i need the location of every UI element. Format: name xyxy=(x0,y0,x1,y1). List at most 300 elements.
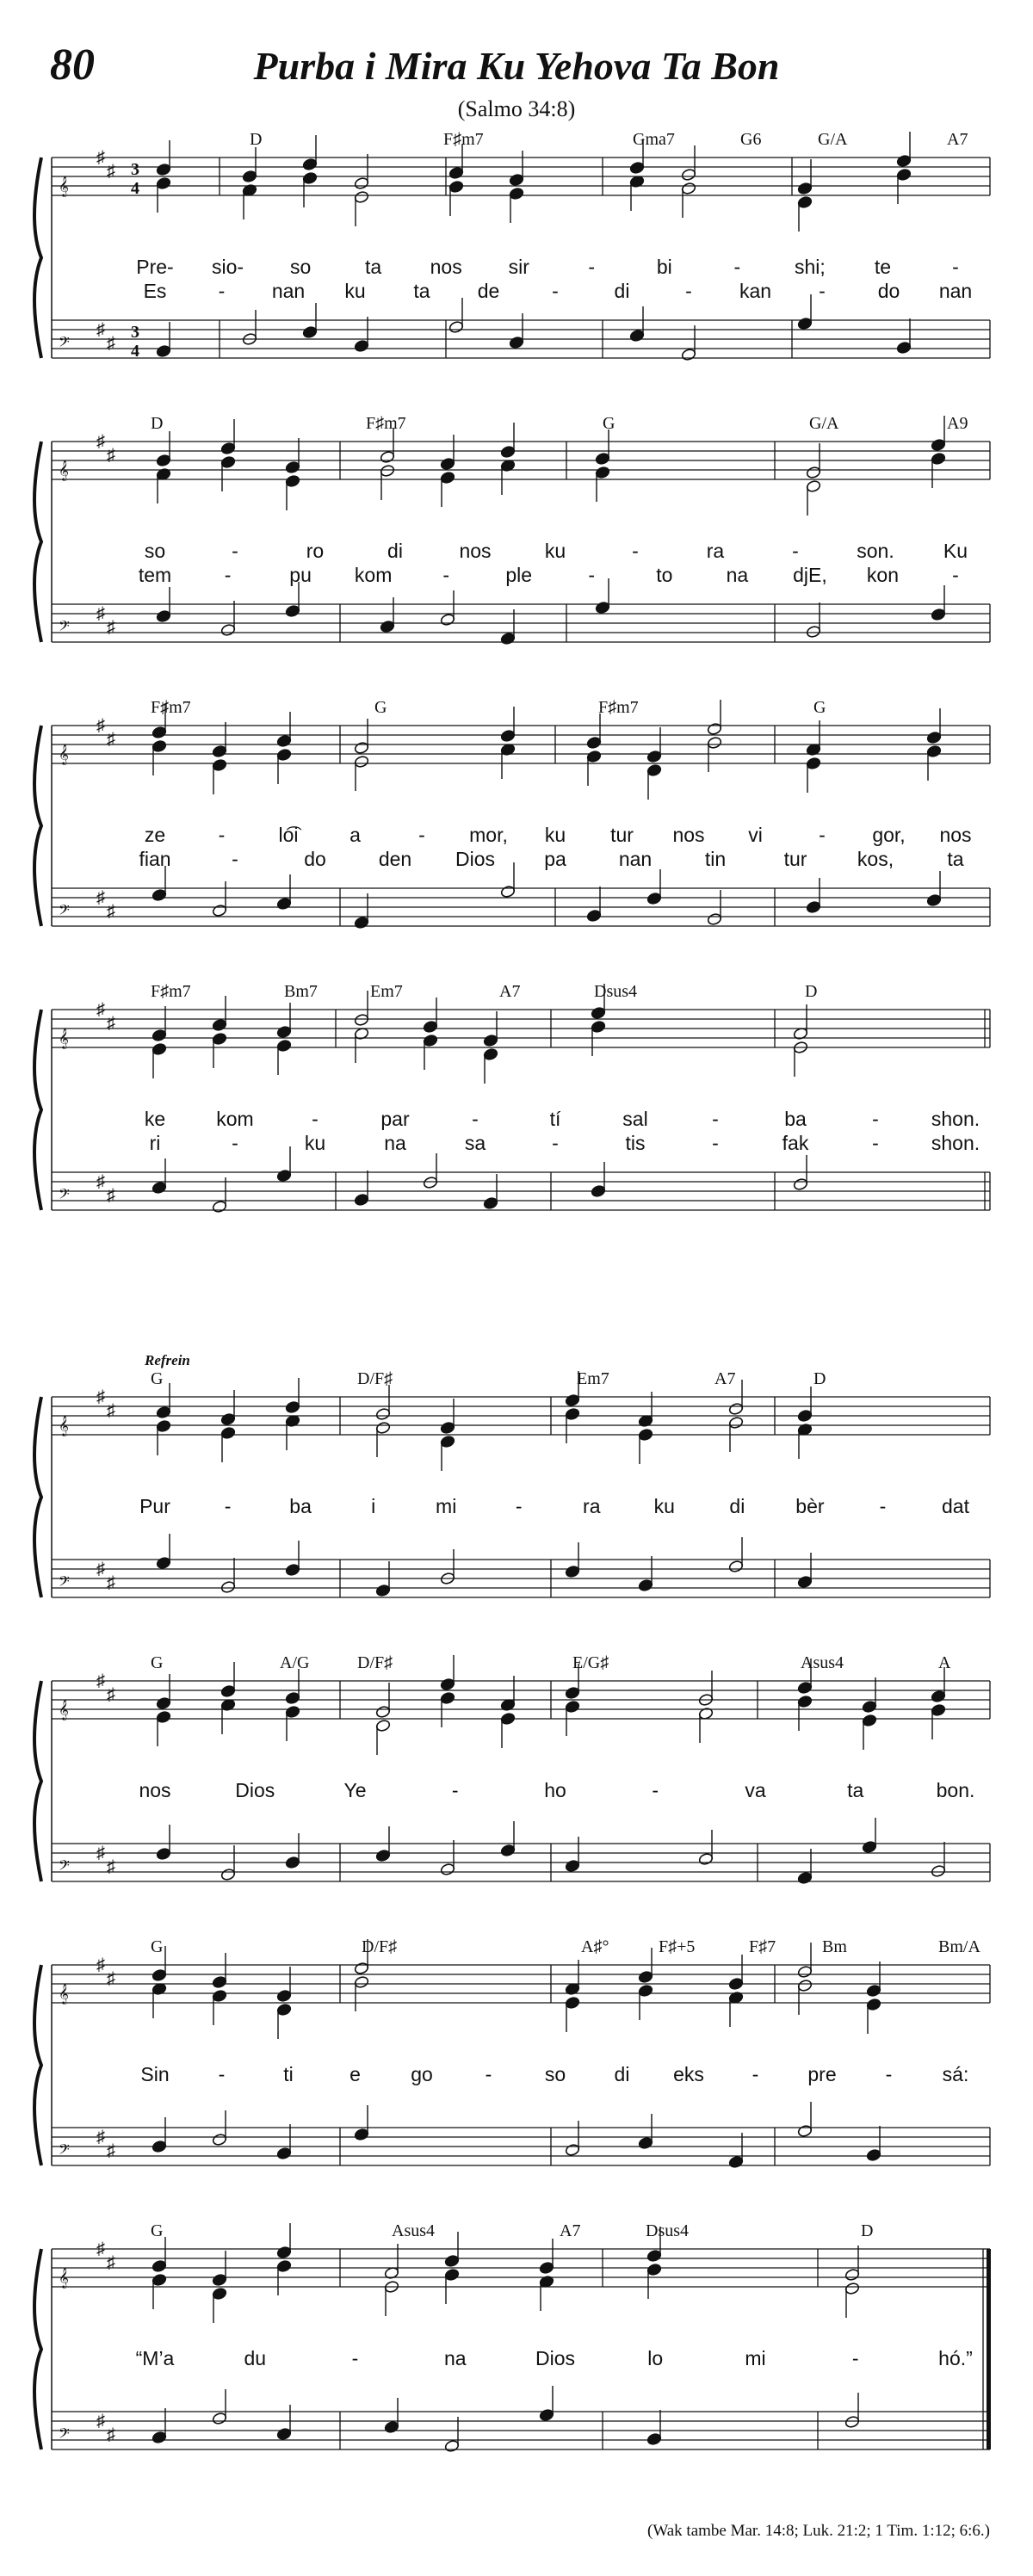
treble-note xyxy=(152,1968,167,1981)
lyric-syllable: - xyxy=(351,2347,359,2369)
bass-note xyxy=(152,1181,167,1194)
lyric-syllable: ke xyxy=(144,1108,166,1130)
alto-note xyxy=(354,190,369,203)
lyric-syllable: ba xyxy=(289,1495,312,1517)
lyric-syllable: tur xyxy=(610,824,634,846)
treble-note xyxy=(500,445,516,458)
chord-symbol: D xyxy=(151,414,164,433)
bass-staff xyxy=(52,1172,990,1210)
lyric-syllable: kon xyxy=(866,564,900,586)
alto-note xyxy=(797,195,813,208)
alto-note xyxy=(440,1691,455,1704)
alto-note xyxy=(448,180,464,193)
lyric-syllable: - xyxy=(872,1132,879,1154)
treble-note xyxy=(565,1393,580,1406)
alto-note xyxy=(152,739,167,752)
alto-note xyxy=(797,1979,813,1992)
lyric-syllable: mi xyxy=(436,1495,457,1517)
lyric-syllable: kan xyxy=(739,280,772,302)
system-5 xyxy=(34,1371,990,1597)
alto-note xyxy=(595,466,610,479)
key-sharp-icon: ♯ xyxy=(96,1955,105,1974)
lyric-syllable: ta xyxy=(947,848,964,870)
chord-symbol: D xyxy=(805,982,818,1001)
bass-note xyxy=(354,916,369,929)
lyric-syllable: bon. xyxy=(936,1779,975,1801)
treble-note xyxy=(707,722,722,735)
lyric-syllable: - xyxy=(224,1495,232,1517)
treble-staff xyxy=(52,2249,990,2287)
bass-note xyxy=(896,341,912,354)
treble-note xyxy=(423,1020,438,1033)
treble-note xyxy=(354,1961,369,1974)
bass-note xyxy=(380,620,395,633)
bass-note xyxy=(354,2128,369,2140)
lyric-syllable: fian xyxy=(139,848,171,870)
lyric-syllable: tí xyxy=(549,1108,561,1130)
lyric-syllable: ta xyxy=(365,256,382,278)
system-brace xyxy=(34,2249,41,2449)
bass-note xyxy=(844,2415,860,2428)
bass-clef-icon: 𝄢 xyxy=(59,1858,70,1877)
alto-note xyxy=(797,1695,813,1708)
bass-note xyxy=(629,329,645,342)
bass-staff xyxy=(52,1844,990,1881)
lyric-syllable: - xyxy=(685,280,692,302)
alto-note xyxy=(152,2273,167,2286)
time-signature-denominator: 4 xyxy=(131,179,139,198)
bass-note xyxy=(276,2147,292,2159)
chord-symbol: F♯m7 xyxy=(598,698,639,717)
lyric-syllable: hó.” xyxy=(938,2347,973,2369)
lyric-syllable: dat xyxy=(942,1495,969,1517)
bass-note xyxy=(212,2412,227,2425)
alto-note xyxy=(276,748,292,761)
bass-note xyxy=(797,1575,813,1588)
bass-note xyxy=(212,2133,227,2146)
bass-note xyxy=(586,909,602,922)
lyric-syllable: - xyxy=(451,1779,459,1801)
bass-note xyxy=(285,1563,300,1576)
bass-note xyxy=(156,1556,171,1569)
treble-clef-icon: 𝄞 xyxy=(59,1417,69,1436)
treble-clef-icon: 𝄞 xyxy=(59,461,69,480)
alto-note xyxy=(212,2287,227,2300)
treble-note xyxy=(444,2254,460,2267)
lyric-syllable: di xyxy=(614,280,630,302)
key-sharp-icon: ♯ xyxy=(107,334,115,353)
treble-note xyxy=(440,457,455,470)
treble-note xyxy=(565,1686,580,1699)
lyric-syllable: nos xyxy=(430,256,462,278)
lyric-syllable: sio- xyxy=(212,256,244,278)
treble-note xyxy=(483,1034,498,1047)
bass-note xyxy=(797,2124,813,2137)
lyric-syllable: sá: xyxy=(942,2063,969,2085)
lyric-syllable: sir xyxy=(508,256,529,278)
bass-note xyxy=(483,1196,498,1209)
lyric-syllable: lo͡i xyxy=(278,824,299,846)
lyric-syllable: kom xyxy=(216,1108,254,1130)
bass-note xyxy=(156,1847,171,1860)
lyric-syllable: ku xyxy=(304,1132,326,1154)
lyric-syllable: - xyxy=(232,1132,238,1154)
lyric-syllable: ra xyxy=(706,540,725,562)
chord-symbol: Gma7 xyxy=(633,130,675,149)
bass-note xyxy=(728,1560,744,1572)
treble-note xyxy=(926,731,942,744)
alto-note xyxy=(896,168,912,181)
treble-note xyxy=(156,1696,171,1709)
song-title: Purba i Mira Ku Yehova Ta Bon xyxy=(253,44,780,88)
lyric-syllable: Pre- xyxy=(136,256,174,278)
alto-note xyxy=(285,474,300,487)
bass-note xyxy=(595,601,610,614)
lyric-syllable: nos xyxy=(672,824,705,846)
lyric-syllable: ku xyxy=(544,824,566,846)
system-brace xyxy=(34,442,41,642)
lyric-syllable: - xyxy=(232,540,238,562)
treble-note xyxy=(302,158,318,170)
chord-symbol: A/G xyxy=(280,1653,310,1672)
lyric-syllable: di xyxy=(614,2063,630,2085)
lyric-syllable: di xyxy=(387,540,403,562)
system-2 xyxy=(34,416,990,646)
lyric-syllable: nos xyxy=(139,1779,171,1801)
treble-note xyxy=(212,744,227,757)
treble-note xyxy=(931,438,946,451)
treble-note xyxy=(595,452,610,465)
lyric-syllable: te xyxy=(874,256,892,278)
alto-note xyxy=(220,455,236,468)
refrain-label: Refrein xyxy=(145,1352,190,1368)
lyric-syllable: - xyxy=(552,280,559,302)
chord-symbol: D xyxy=(813,1369,826,1388)
treble-staff xyxy=(52,442,990,479)
treble-note xyxy=(797,1965,813,1978)
alto-note xyxy=(728,1416,744,1429)
bass-staff xyxy=(52,320,990,358)
treble-clef-icon: 𝄞 xyxy=(59,745,69,764)
alto-note xyxy=(483,1047,498,1060)
bass-note xyxy=(862,1840,877,1853)
lyric-syllable: du xyxy=(244,2347,267,2369)
lyric-syllable: go xyxy=(411,2063,433,2085)
lyric-syllable: den xyxy=(378,848,412,870)
bass-note xyxy=(926,893,942,906)
chord-symbol: Em7 xyxy=(370,982,403,1001)
lyric-syllable: - xyxy=(712,1132,719,1154)
lyric-syllable: Pur xyxy=(139,1495,170,1517)
treble-note xyxy=(440,1677,455,1690)
alto-note xyxy=(565,1407,580,1420)
bass-note xyxy=(302,325,318,338)
lyric-syllable: ti xyxy=(283,2063,294,2085)
treble-staff xyxy=(52,1397,990,1435)
lyric-syllable: mi xyxy=(745,2347,766,2369)
lyric-syllable: - xyxy=(312,1108,319,1130)
treble-note xyxy=(152,1029,167,1041)
bass-note xyxy=(384,2420,399,2433)
treble-note xyxy=(931,1690,946,1702)
lyric-syllable: shon. xyxy=(931,1132,980,1154)
key-sharp-icon: ♯ xyxy=(107,730,115,749)
treble-note xyxy=(509,173,524,186)
alto-note xyxy=(276,2003,292,2016)
bass-note xyxy=(500,1844,516,1856)
bass-note xyxy=(539,2408,554,2421)
bass-note xyxy=(797,1871,813,1884)
lyric-syllable: ple xyxy=(505,564,533,586)
bass-note xyxy=(448,320,464,333)
key-sharp-icon: ♯ xyxy=(107,1857,115,1876)
lyric-syllable: djE, xyxy=(793,564,827,586)
bass-note xyxy=(354,339,369,352)
time-signature-numerator: 3 xyxy=(131,160,139,179)
lyric-syllable: e xyxy=(349,2063,361,2085)
treble-note xyxy=(797,182,813,195)
lyric-syllable: pa xyxy=(544,848,566,870)
bass-note xyxy=(500,632,516,645)
chord-symbol: D/F♯ xyxy=(362,1937,398,1956)
chord-symbol: A xyxy=(938,1653,951,1672)
lyric-syllable: - xyxy=(952,256,959,278)
lyric-syllable: son. xyxy=(857,540,894,562)
chord-symbol: G xyxy=(813,698,826,717)
song-number: 80 xyxy=(50,40,95,90)
bass-clef-icon: 𝄢 xyxy=(59,1187,70,1206)
alto-note xyxy=(931,1703,946,1716)
alto-note xyxy=(586,750,602,763)
chord-symbol: A7 xyxy=(714,1369,736,1388)
chord-symbol: G xyxy=(151,1369,164,1388)
chord-symbol: A7 xyxy=(499,982,521,1001)
bass-staff xyxy=(52,1560,990,1597)
lyric-syllable: sal xyxy=(622,1108,648,1130)
system-7 xyxy=(34,1939,990,2169)
chord-symbol: D xyxy=(250,130,263,149)
chord-symbol: F♯m7 xyxy=(151,982,191,1001)
lyric-syllable: na xyxy=(726,564,749,586)
lyric-syllable: nan xyxy=(271,280,306,302)
lyric-syllable: mor, xyxy=(469,824,508,846)
alto-note xyxy=(926,744,942,757)
lyric-syllable: kom xyxy=(354,564,393,586)
alto-note xyxy=(440,471,455,484)
lyric-syllable: Es xyxy=(143,280,167,302)
lyric-syllable: gor, xyxy=(872,824,906,846)
lyric-syllable: tin xyxy=(704,848,727,870)
bass-note xyxy=(152,888,167,901)
lyric-syllable: - xyxy=(218,824,226,846)
alto-note xyxy=(681,182,696,195)
treble-note xyxy=(354,741,369,754)
key-sharp-icon: ♯ xyxy=(96,1172,105,1191)
key-sharp-icon: ♯ xyxy=(107,1186,115,1205)
bass-note xyxy=(276,897,292,910)
alto-note xyxy=(423,1034,438,1047)
alto-note xyxy=(380,464,395,477)
system-brace xyxy=(34,1681,41,1881)
chord-symbol: Em7 xyxy=(577,1369,609,1388)
treble-note xyxy=(212,2273,227,2286)
treble-note xyxy=(844,2268,860,2281)
treble-note xyxy=(380,450,395,463)
key-sharp-icon: ♯ xyxy=(96,2128,105,2147)
alto-note xyxy=(354,755,369,768)
lyric-syllable: - xyxy=(879,1495,887,1517)
treble-note xyxy=(448,166,464,179)
alto-note xyxy=(220,1426,236,1439)
lyric-syllable: Dios xyxy=(235,1779,275,1801)
treble-staff xyxy=(52,1681,990,1719)
lyric-syllable: par xyxy=(380,1108,410,1130)
key-sharp-icon: ♯ xyxy=(107,618,115,637)
lyric-syllable: ku xyxy=(544,540,566,562)
lyric-syllable: - xyxy=(733,256,741,278)
treble-clef-icon: 𝄞 xyxy=(59,2269,69,2288)
lyric-syllable: fak xyxy=(782,1132,809,1154)
alto-note xyxy=(375,1421,391,1434)
lyric-syllable: di xyxy=(729,1495,745,1517)
lyric-syllable: a xyxy=(349,824,361,846)
chord-symbol: A7 xyxy=(560,2221,581,2240)
chord-symbol: Asus4 xyxy=(392,2221,436,2240)
alto-note xyxy=(302,171,318,184)
bass-note xyxy=(565,1859,580,1872)
lyric-syllable: ra xyxy=(583,1495,601,1517)
alto-note xyxy=(276,2259,292,2272)
treble-note xyxy=(212,1975,227,1988)
treble-note xyxy=(440,1421,455,1434)
alto-note xyxy=(152,1042,167,1055)
alto-note xyxy=(285,1705,300,1718)
treble-note xyxy=(866,1984,881,1997)
lyric-syllable: - xyxy=(851,2347,859,2369)
system-3 xyxy=(34,700,990,930)
bass-note xyxy=(707,912,722,925)
lyric-syllable: pre xyxy=(807,2063,837,2085)
lyric-syllable: lo xyxy=(647,2347,664,2369)
alto-note xyxy=(806,479,821,492)
key-sharp-icon: ♯ xyxy=(107,162,115,181)
key-sharp-icon: ♯ xyxy=(96,2412,105,2431)
lyric-syllable: nan xyxy=(618,848,653,870)
alto-note xyxy=(156,1419,171,1432)
key-sharp-icon: ♯ xyxy=(107,446,115,465)
bass-note xyxy=(276,1169,292,1182)
lyric-syllable: - xyxy=(588,564,596,586)
lyric-syllable: bèr xyxy=(795,1495,825,1517)
treble-note xyxy=(500,729,516,742)
alto-note xyxy=(444,2268,460,2281)
lyric-syllable: - xyxy=(792,540,799,562)
treble-note xyxy=(276,2246,292,2258)
lyric-syllable: tem xyxy=(138,564,172,586)
key-sharp-icon: ♯ xyxy=(107,1014,115,1033)
lyric-syllable: - xyxy=(485,2063,492,2085)
chord-symbol: D xyxy=(861,2221,874,2240)
lyric-syllable: tur xyxy=(783,848,807,870)
lyric-syllable: do xyxy=(304,848,326,870)
bass-note xyxy=(638,1578,653,1591)
lyric-syllable: “M’a xyxy=(135,2347,175,2369)
bass-clef-icon: 𝄢 xyxy=(59,903,70,922)
chord-symbol: D/F♯ xyxy=(357,1653,393,1672)
treble-note xyxy=(638,1970,653,1983)
bass-note xyxy=(646,892,662,905)
system-brace xyxy=(34,1397,41,1597)
chord-symbol: Dsus4 xyxy=(594,982,638,1001)
treble-note xyxy=(285,460,300,473)
lyric-syllable: to xyxy=(656,564,673,586)
bass-staff xyxy=(52,2412,990,2449)
alto-note xyxy=(707,736,722,749)
treble-note xyxy=(586,736,602,749)
treble-note xyxy=(156,1405,171,1418)
chord-symbol: G/A xyxy=(818,130,848,149)
lyric-syllable: - xyxy=(712,1108,719,1130)
lyric-syllable: Dios xyxy=(535,2347,576,2369)
lyric-syllable: na xyxy=(384,1132,406,1154)
bass-staff xyxy=(52,2128,990,2165)
alto-note xyxy=(565,1700,580,1713)
chord-symbol: Dsus4 xyxy=(646,2221,690,2240)
treble-note xyxy=(156,163,171,176)
lyric-syllable: Ye xyxy=(343,1779,367,1801)
bass-clef-icon: 𝄢 xyxy=(59,1574,70,1593)
treble-note xyxy=(646,2249,662,2262)
chord-symbol: G xyxy=(151,1937,164,1956)
system-4 xyxy=(34,984,990,1214)
chord-symbol: G xyxy=(374,698,387,717)
bass-note xyxy=(565,1565,580,1578)
lyric-syllable: - xyxy=(952,564,959,586)
chord-symbol: F♯m7 xyxy=(151,698,191,717)
system-brace xyxy=(34,158,41,358)
bass-note xyxy=(375,1849,391,1862)
bass-note xyxy=(866,2148,881,2161)
bass-note xyxy=(681,348,696,361)
key-sharp-icon: ♯ xyxy=(96,1387,105,1406)
bass-clef-icon: 𝄢 xyxy=(59,619,70,638)
key-sharp-icon: ♯ xyxy=(96,1844,105,1863)
lyric-syllable: - xyxy=(819,824,826,846)
lyric-syllable: - xyxy=(632,540,639,562)
alto-note xyxy=(646,763,662,776)
lyric-syllable: - xyxy=(442,564,450,586)
lyric-syllable: do xyxy=(877,280,900,302)
treble-note xyxy=(681,168,696,181)
bass-note xyxy=(931,1864,946,1877)
bass-note xyxy=(698,1852,714,1865)
bass-note xyxy=(728,2155,744,2168)
chord-symbol: G xyxy=(603,414,615,433)
lyric-syllable: Ku xyxy=(943,540,968,562)
bass-note xyxy=(212,1200,227,1213)
treble-note xyxy=(152,726,167,738)
treble-note xyxy=(276,1025,292,1038)
key-sharp-icon: ♯ xyxy=(107,1685,115,1704)
lyric-syllable: - xyxy=(218,2063,226,2085)
key-sharp-icon: ♯ xyxy=(96,888,105,907)
chord-symbol: Bm/A xyxy=(938,1937,980,1956)
chord-symbol: Asus4 xyxy=(801,1653,844,1672)
lyric-syllable: - xyxy=(885,2063,893,2085)
time-signature-numerator: 3 xyxy=(131,323,139,342)
lyric-syllable: va xyxy=(745,1779,766,1801)
lyric-syllable: - xyxy=(232,848,238,870)
